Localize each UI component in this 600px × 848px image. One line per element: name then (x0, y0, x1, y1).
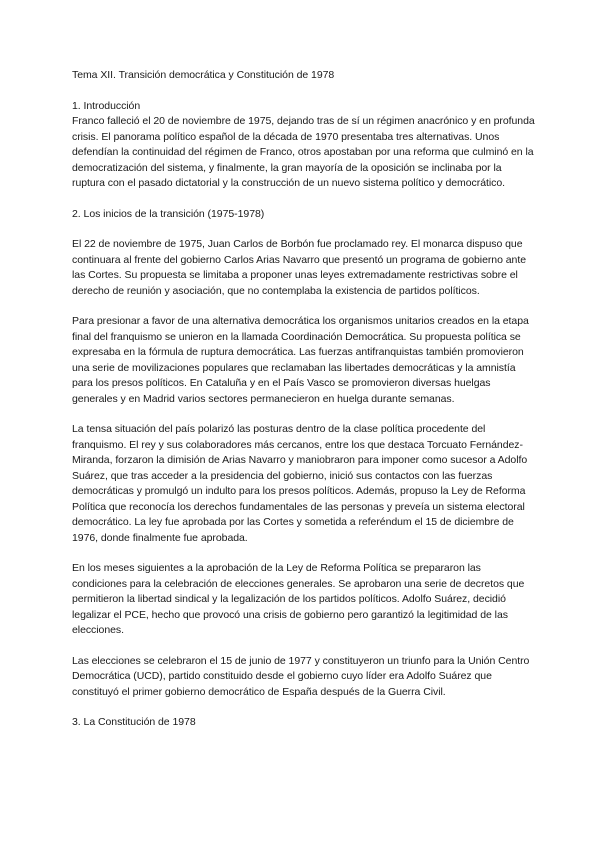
section-inicios-transicion (72, 207, 536, 701)
section-introduccion (72, 99, 536, 192)
paragraph: El 22 de noviembre de 1975, Juan Carlos de Borbón fue proclamado rey. El monarca dispuso que continuara al frente del gobierno Carlos Arias Navarro que presentó un programa de gobierno ante las Cortes. Su propuesta se limitaba a proponer unas leyes extremadamente restrictivas sobre el derecho de reunión y asociación, que no contemplaba la existencia de partidos políticos. (72, 238, 526, 297)
section-heading: 1. Introducción (72, 99, 141, 112)
paragraph: Las elecciones se celebraron el 15 de junio de 1977 y constituyeron un triunfo para la Unión Centro Democrática (UCD), partido constituido desde el gobierno cuyo líder era Adolfo Suárez que constituyó el primer gobierno democrático de España después de la Guerra Civil. (72, 654, 530, 698)
section-heading: 2. Los inicios de la transición (1975-1978) (72, 207, 265, 220)
document-page (72, 68, 536, 731)
document-title: Tema XII. Transición democrática y Constitución de 1978 (72, 69, 335, 81)
paragraph: En los meses siguientes a la aprobación de la Ley de Reforma Política se prepararon las condiciones para la celebración de elecciones generales. Se aprobaron una serie de decretos que permitieron la libertad sindical y la legalización de los partidos políticos. Adolfo Suárez, decidió legalizar el PCE, hecho que provocó una crisis de gobierno pero garantizó la legitimidad de las elecciones. (72, 562, 525, 636)
paragraph: Para presionar a favor de una alternativa democrática los organismos unitarios creados en la etapa final del franquismo se unieron en la llamada Coordinación Democrática. Su propuesta política se expresaba en la fórmula de ruptura democrática. Las fuerzas antifranquistas también promovieron una serie de movilizaciones populares que reclamaban las libertades democráticas y la amnistía para los presos políticos. En Cataluña y en el País Vasco se promovieron diversas huelgas generales y en Madrid varios sectores permanecieron en huelga durante semanas. (72, 315, 529, 405)
paragraph: Franco falleció el 20 de noviembre de 1975, dejando tras de sí un régimen anacrónico y en profunda crisis. El panorama político español de la década de 1970 presentaba tres alternativas. Unos defendían la continuidad del régimen de Franco, otros apostaban por una reforma que culminó en la democratización del sistema, y finalmente, la gran mayoría de la oposición se inclinaba por la ruptura con el pasado dictatorial y la construcción de un nuevo sistema político y democrático. (72, 115, 535, 189)
section-constitucion (72, 715, 536, 731)
paragraph: La tensa situación del país polarizó las posturas dentro de la clase política procedente del franquismo. El rey y sus colaboradores más cercanos, entre los que destaca Torcuato Fernández-Miranda, forzaron la dimisión de Arias Navarro y maniobraron para imponer como sucesor a Adolfo Suárez, que tras acceder a la presidencia del gobierno, inició sus contactos con las fuerzas democráticas y promulgó un indulto para los presos políticos. Además, propuso la Ley de Reforma Política que reconocía los derechos fundamentales de las personas y preveía un sistema electoral democrático. La ley fue aprobada por las Cortes y sometida a referéndum el 15 de diciembre de 1976, donde finalmente fue aprobada. (72, 423, 528, 544)
section-heading: 3. La Constitución de 1978 (72, 716, 196, 728)
